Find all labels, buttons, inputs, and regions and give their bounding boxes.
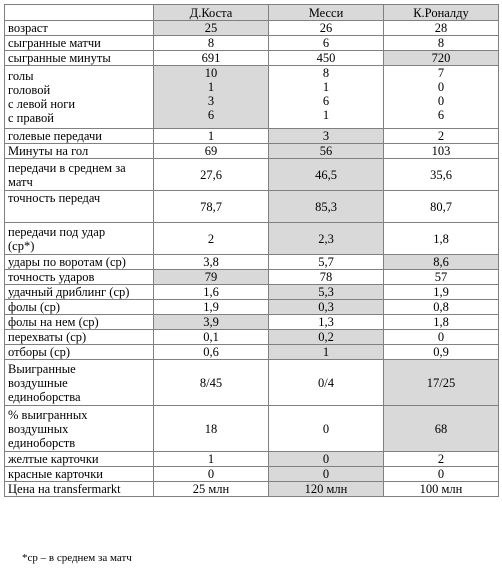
value-cell [384, 360, 499, 406]
row-label-line: красные карточки [8, 467, 103, 481]
table-row [5, 223, 499, 255]
value-cell [384, 66, 499, 129]
value-text: 8,6 [433, 255, 449, 269]
value-text: 8 [437, 36, 445, 50]
value-text: 68 [434, 421, 448, 436]
value-cell [384, 452, 499, 467]
value-cell [269, 36, 384, 51]
value-text: 1,3 [318, 315, 334, 329]
value-cell [269, 330, 384, 345]
value-cell [269, 144, 384, 159]
row-label [5, 191, 154, 223]
value-cell [154, 255, 269, 270]
value-text: 1 [207, 80, 215, 94]
value-cell [384, 315, 499, 330]
value-cell [154, 467, 269, 482]
value-text: 46,5 [315, 167, 337, 182]
row-label [5, 467, 154, 482]
value-text: 8 [322, 66, 330, 80]
value-text: 35,6 [430, 167, 452, 182]
value-cell [154, 159, 269, 191]
value-text: 79 [204, 270, 218, 284]
value-cell [269, 223, 384, 255]
value-text: 57 [434, 270, 448, 284]
row-label [5, 315, 154, 330]
value-cell [154, 360, 269, 406]
header-corner [5, 5, 154, 21]
value-text: 56 [319, 144, 333, 158]
stats-body [5, 21, 499, 497]
row-label [5, 345, 154, 360]
row-label [5, 285, 154, 300]
row-label [5, 66, 154, 129]
row-label [5, 129, 154, 144]
value-text: 25 [204, 21, 218, 35]
value-cell [154, 300, 269, 315]
table-row [5, 159, 499, 191]
value-cell [154, 51, 269, 66]
value-text: 0 [437, 80, 445, 94]
row-label-line: сыгранные матчи [8, 36, 101, 50]
value-cell [269, 285, 384, 300]
value-text: 0,1 [203, 330, 219, 344]
value-text: 10 [204, 66, 218, 80]
row-label-line: % выигранных [8, 407, 88, 422]
row-label-line: Выигранные [8, 361, 76, 376]
value-cell [154, 36, 269, 51]
value-cell [269, 452, 384, 467]
value-text: 78,7 [200, 199, 222, 214]
row-label-line: единоборств [8, 435, 76, 450]
row-label-line: желтые карточки [8, 452, 99, 466]
header-player-1: Д.Коста [154, 5, 269, 21]
value-cell [384, 129, 499, 144]
value-cell [269, 345, 384, 360]
value-cell [269, 300, 384, 315]
value-cell [384, 191, 499, 223]
row-label [5, 300, 154, 315]
value-text: 0 [437, 94, 445, 108]
value-text: 2 [437, 129, 445, 143]
value-text: 5,3 [318, 285, 334, 299]
table-row [5, 406, 499, 452]
value-cell [154, 144, 269, 159]
table-row [5, 270, 499, 285]
value-text: 450 [316, 51, 336, 65]
value-text: 2 [437, 452, 445, 466]
row-label-line: перехваты (ср) [8, 330, 87, 344]
row-label-line: голевые передачи [8, 129, 102, 143]
table-row [5, 467, 499, 482]
value-cell [269, 360, 384, 406]
table-row [5, 345, 499, 360]
value-cell [384, 406, 499, 452]
value-text: 691 [201, 51, 221, 65]
row-label-line: головой [8, 83, 51, 97]
row-label-line: с левой ноги [8, 97, 76, 111]
row-label-line: передачи под удар [8, 224, 106, 239]
value-text: 6 [322, 94, 330, 108]
table-row [5, 315, 499, 330]
value-cell [384, 300, 499, 315]
value-text: 3 [322, 129, 330, 143]
row-label [5, 406, 154, 452]
value-text: 18 [204, 421, 218, 436]
value-cell [384, 330, 499, 345]
value-text: 0,2 [318, 330, 334, 344]
value-text: 1,9 [203, 300, 219, 314]
value-cell [269, 482, 384, 497]
row-label-line: Цена на transfermarkt [8, 482, 121, 496]
value-text: 0 [322, 452, 330, 466]
row-label-line: с правой [8, 111, 54, 125]
table-row [5, 482, 499, 497]
value-text: 3,9 [203, 315, 219, 329]
row-label-line: воздушных [8, 421, 69, 436]
value-text: 6 [437, 108, 445, 122]
row-label [5, 36, 154, 51]
value-cell [154, 482, 269, 497]
value-text: 1 [207, 452, 215, 466]
value-cell [384, 21, 499, 36]
value-cell [384, 36, 499, 51]
table-row [5, 330, 499, 345]
value-text: 85,3 [315, 199, 337, 214]
row-label-line: воздушные [8, 375, 68, 390]
row-label [5, 159, 154, 191]
table-row [5, 66, 499, 129]
value-cell [154, 129, 269, 144]
row-label [5, 21, 154, 36]
value-cell [154, 66, 269, 129]
table-row [5, 285, 499, 300]
value-cell [384, 159, 499, 191]
value-text: 103 [431, 144, 451, 158]
table-row [5, 191, 499, 223]
value-text: 27,6 [200, 167, 222, 182]
value-text: 28 [434, 21, 448, 35]
value-cell [154, 191, 269, 223]
value-cell [269, 315, 384, 330]
row-label-line: голы [8, 69, 34, 83]
value-cell [384, 223, 499, 255]
table-row [5, 360, 499, 406]
row-label-line: (ср*) [8, 238, 35, 253]
value-cell [269, 129, 384, 144]
value-text: 78 [319, 270, 333, 284]
value-text: 1,9 [433, 285, 449, 299]
value-cell [154, 285, 269, 300]
row-label [5, 482, 154, 497]
row-label [5, 255, 154, 270]
value-text: 100 млн [419, 482, 463, 496]
value-cell [269, 66, 384, 129]
row-label [5, 360, 154, 406]
value-text: 26 [319, 21, 333, 35]
row-label-line: фолы на нем (ср) [8, 315, 99, 329]
value-text: 0 [322, 421, 330, 436]
row-label-line: сыгранные минуты [8, 51, 111, 65]
value-text: 0 [437, 330, 445, 344]
table-row [5, 452, 499, 467]
table-row [5, 144, 499, 159]
value-cell [269, 159, 384, 191]
row-label [5, 270, 154, 285]
row-label-line: единоборства [8, 389, 81, 404]
value-text: 8 [207, 36, 215, 50]
header-player-2: Месси [269, 5, 384, 21]
value-text: 5,7 [318, 255, 334, 269]
value-text: 25 млн [192, 482, 230, 496]
value-text: 6 [322, 36, 330, 50]
header-row [5, 5, 499, 21]
value-text: 1 [322, 345, 330, 359]
value-cell [384, 270, 499, 285]
value-text: 3,8 [203, 255, 219, 269]
table-row [5, 21, 499, 36]
value-text: 1,6 [203, 285, 219, 299]
value-text: 0/4 [318, 375, 334, 390]
row-label [5, 144, 154, 159]
value-cell [269, 467, 384, 482]
value-text: 0 [437, 467, 445, 481]
row-label [5, 51, 154, 66]
row-label-line: передачи в среднем за [8, 160, 126, 175]
value-cell [269, 21, 384, 36]
row-label-line: возраст [8, 21, 48, 35]
value-text: 6 [207, 108, 215, 122]
value-cell [269, 255, 384, 270]
value-cell [269, 191, 384, 223]
value-text: 1,8 [433, 231, 449, 246]
row-label-line: фолы (ср) [8, 300, 61, 314]
value-text: 3 [207, 94, 215, 108]
table-row [5, 51, 499, 66]
header-player-3: К.Роналду [384, 5, 499, 21]
row-label [5, 452, 154, 467]
row-label-line: точность ударов [8, 270, 95, 284]
value-text: 0 [322, 467, 330, 481]
value-text: 0,3 [318, 300, 334, 314]
value-cell [154, 223, 269, 255]
value-cell [384, 144, 499, 159]
value-text: 7 [437, 66, 445, 80]
value-text: 1,8 [433, 315, 449, 329]
table-row [5, 129, 499, 144]
row-label-line: матч [8, 174, 33, 189]
value-text: 1 [322, 108, 330, 122]
player-stats-table [4, 4, 499, 497]
value-cell [154, 345, 269, 360]
value-cell [154, 452, 269, 467]
table-row [5, 36, 499, 51]
table-row [5, 300, 499, 315]
value-cell [384, 255, 499, 270]
value-text: 0,8 [433, 300, 449, 314]
value-text: 2,3 [318, 231, 334, 246]
row-label-line: отборы (ср) [8, 345, 71, 359]
row-label-line: удачный дриблинг (ср) [8, 285, 130, 299]
value-cell [384, 285, 499, 300]
footnote: *ср – в среднем за матч [22, 552, 132, 564]
value-cell [154, 315, 269, 330]
value-cell [154, 270, 269, 285]
row-label-line: удары по воротам (ср) [8, 255, 126, 269]
value-text: 0 [207, 467, 215, 481]
value-cell [154, 21, 269, 36]
value-text: 1 [322, 80, 330, 94]
row-label [5, 223, 154, 255]
value-cell [154, 406, 269, 452]
value-cell [384, 51, 499, 66]
value-cell [384, 482, 499, 497]
row-label-line: точность передач [8, 191, 101, 205]
value-text: 0,9 [433, 345, 449, 359]
value-text: 720 [431, 51, 451, 65]
row-label-line: Минуты на гол [8, 144, 89, 158]
value-text: 17/25 [426, 375, 456, 390]
value-cell [269, 406, 384, 452]
table-row [5, 255, 499, 270]
value-text: 1 [207, 129, 215, 143]
value-cell [384, 467, 499, 482]
value-text: 120 млн [304, 482, 348, 496]
value-cell [269, 270, 384, 285]
value-cell [384, 345, 499, 360]
value-cell [154, 330, 269, 345]
value-cell [269, 51, 384, 66]
value-text: 80,7 [430, 199, 452, 214]
row-label [5, 330, 154, 345]
value-text: 8/45 [199, 375, 223, 390]
value-text: 2 [207, 231, 215, 246]
value-text: 69 [204, 144, 218, 158]
value-text: 0,6 [203, 345, 219, 359]
